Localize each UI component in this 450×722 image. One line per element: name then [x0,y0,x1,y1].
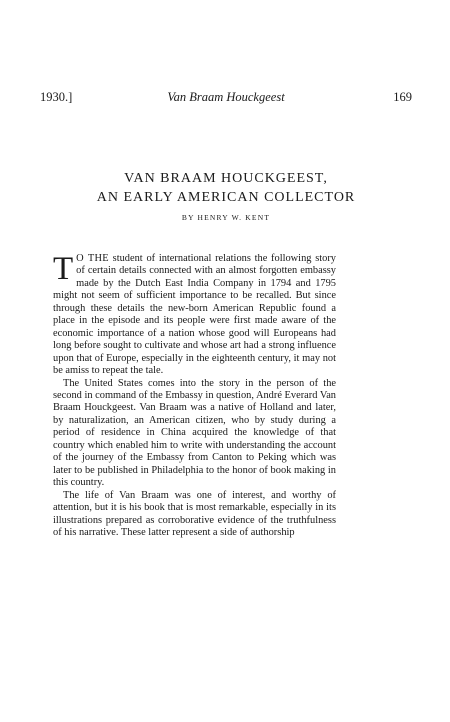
article-body [53,253,336,539]
drop-cap: T [53,251,74,287]
running-header [40,90,412,108]
author-byline: BY HENRY W. KENT [181,213,271,222]
article-title-line-1: VAN BRAAM HOUCKGEEST, [124,171,328,186]
paragraph-1 [53,253,336,378]
page-number: 169 [393,90,412,104]
paragraph-1-text: student of international relations the following story of certain details connected with an almost forgotten embassy made by the Dutch East India Company in 1794 and 1795 might not seem of sufficient importance to be recalled. But since through these details the new-born American Republic found a place in the episode and its people were first made aware of the economic importance of a nation whose good will Europeans had long before sought to cultivate and whose art had a strong influence upon that of Europe, especially in the eighteenth century, it may not be amiss to repeat the tale. [53,253,336,377]
issue-year: 1930.] [40,90,73,104]
paragraph-2: The United States comes into the story in the person of the second in command of the Embassy in question, André Everard Van Braam Houckgeest. Van Braam was a native of Holland and later, by naturalization, an American citizen, who by study during a period of residence in China acquired the knowledge of that country which enabled him to write with understanding the account of the journey of the Embassy from Canton to Peking which was later to be published in Philadelphia to the honor of book making in this country. [53,377,336,489]
paragraph-3: The life of Van Braam was one of interest, and worthy of attention, but it is his book that is most remarkable, especially in its illustrations prepared as corroborative evidence of the truthfulness of his narrative. These latter represent a side of authorship [53,489,336,538]
article-title-line-2: AN EARLY AMERICAN COLLECTOR [96,190,356,205]
lead-in: O THE [76,253,109,264]
running-title: Van Braam Houckgeest [167,90,285,104]
